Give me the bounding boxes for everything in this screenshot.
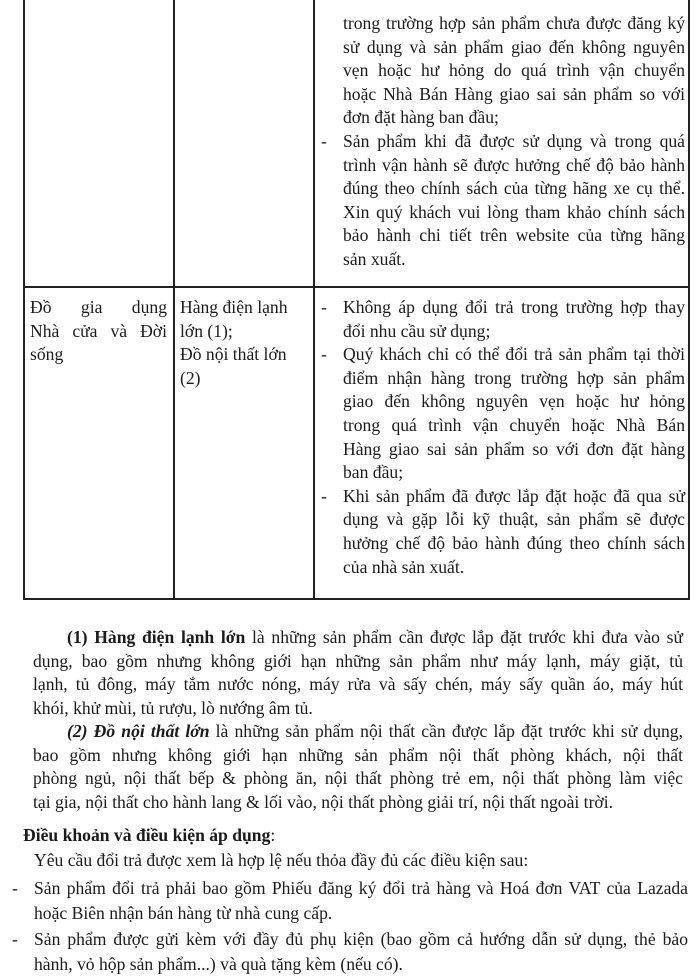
conditions-intro: Yêu cầu đổi trả được xem là hợp lệ nếu thỏa đầy đủ các điều kiện sau: [34, 850, 528, 871]
return-policy-cell [321, 296, 685, 579]
section-heading [23, 825, 275, 846]
bullet-dash: - [321, 296, 327, 320]
text-line: Quý khách chỉ có thể đổi trả sản phẩm tại thời [343, 343, 685, 367]
text-line: điểm nhận hàng trong trường hợp sản phẩm [343, 367, 685, 391]
heading-text: Điều khoản và điều kiện áp dụng [23, 825, 270, 845]
previous-row-continued-text [321, 12, 685, 130]
text-line: khói, khử mùi, tủ rượu, lò nướng âm tủ. [33, 697, 683, 721]
bullet-dash: - [321, 130, 327, 154]
table-column-divider-2 [313, 0, 315, 600]
category-cell [30, 296, 167, 367]
text-line: dụng, bao gồm nhưng không giới hạn những sản phẩm như máy lạnh, máy giặt, tủ [33, 650, 683, 674]
text-line: Đồ gia dụng [30, 296, 167, 320]
bullet-dash: - [321, 343, 327, 367]
text-line: tại gia, nội thất cho hành lang & lối vào, nội thất phòng giải trí, nội thất ngoài trời. [33, 791, 683, 815]
text-line: trong quá trình vận chuyển hoặc Nhà Bán [343, 414, 685, 438]
text-line: phòng ngủ, nội thất bếp & phòng ăn, nội thất phòng trẻ em, nội thất phòng làm việc [33, 767, 683, 791]
footnote-label: (1) Hàng điện lạnh lớn [67, 627, 245, 647]
text-line: trình vận hành sẽ được hưởng chế độ bảo hành [343, 154, 685, 178]
text-line: sản xuất. [343, 248, 685, 272]
text-line [67, 720, 683, 744]
text-line: hành, vỏ hộp sản phẩm...) và quà tặng kèm (nếu có). [34, 952, 688, 976]
text-line: hoặc Biên nhận bán hàng từ nhà cung cấp. [34, 901, 688, 926]
text-line: của nhà sản xuất. [343, 556, 685, 580]
no-change-of-mind-bullet [321, 296, 685, 343]
footnote-large-furniture [67, 720, 683, 814]
text-line: Không áp dụng đổi trả trong trường hợp thay [343, 296, 685, 320]
text-line: đổi nhu cầu sử dụng; [343, 320, 685, 344]
heading-colon: : [270, 825, 275, 845]
bullet-dash: - [12, 876, 18, 901]
table-border-left [23, 0, 25, 600]
text-line: lạnh, tủ đông, máy tắm nước nóng, máy rửa và sấy chén, máy sấy quần áo, máy hút [33, 673, 683, 697]
text-line: (2) [180, 367, 308, 391]
text-run: là những sản phẩm nội thất cần được lắp đặt trước khi sử dụng, [210, 721, 683, 741]
text-line: ban đầu; [343, 461, 685, 485]
table-border-right [688, 0, 690, 600]
delivery-check-bullet [321, 343, 685, 485]
bullet-dash: - [321, 485, 327, 509]
text-line: Khi sản phẩm đã được lắp đặt hoặc đã qua sử [343, 485, 685, 509]
footnote-large-appliances [67, 626, 683, 720]
text-line: Sản phẩm đổi trả phải bao gồm Phiếu đăng ký đổi trả hàng và Hoá đơn VAT của Lazada [34, 876, 688, 901]
bullet-dash: - [12, 927, 18, 952]
text-line: Xin quý khách vui lòng tham khảo chính sách [343, 201, 685, 225]
text-line: bao gồm nhưng không giới hạn những sản phẩm nội thất phòng khách, nội thất [33, 744, 683, 768]
text-line: Hàng điện lạnh [180, 296, 308, 320]
text-line: hưởng chế độ bảo hành đúng theo chính sách [343, 532, 685, 556]
condition-item [12, 927, 688, 976]
product-type-cell [180, 296, 308, 390]
text-line: Hàng giao sai sản phẩm so với đơn đặt hàng [343, 438, 685, 462]
table-border-bottom [23, 598, 690, 600]
installed-warranty-bullet [321, 485, 685, 579]
text-line: lớn (1); [180, 320, 308, 344]
text-line [67, 626, 683, 650]
footnote-label: (2) Đồ nội thất lớn [67, 721, 210, 741]
text-line: sống [30, 343, 167, 367]
table-row-divider [23, 286, 690, 288]
text-line: Nhà cửa và Đời [30, 320, 167, 344]
text-line: sử dụng và sản phẩm giao đến không nguyên [343, 36, 685, 60]
text-line: trong trường hợp sản phẩm chưa được đăng ký [343, 12, 685, 36]
text-line: dụng và gặp lỗi kỹ thuật, sản phẩm sẽ được [343, 508, 685, 532]
text-line: Sản phẩm được gửi kèm với đầy đủ phụ kiện (bao gồm cả hướng dẫn sử dụng, thẻ bảo [34, 927, 688, 952]
text-line: đúng theo chính sách của từng hãng xe cụ thể. [343, 177, 685, 201]
text-line: Đồ nội thất lớn [180, 343, 308, 367]
warranty-bullet [321, 130, 685, 272]
text-line: hoặc Nhà Bán Hàng giao sai sản phẩm so với [343, 83, 685, 107]
text-line: đơn đặt hàng ban đầu; [343, 106, 685, 130]
text-run: là những sản phẩm cần được lắp đặt trước khi đưa vào sử [245, 627, 683, 647]
text-line: vẹn hoặc hư hỏng do quá trình vận chuyển [343, 59, 685, 83]
text-line: giao đến không nguyên vẹn hoặc hư hỏng [343, 390, 685, 414]
text-line: bảo hành chi tiết trên website của từng hãng [343, 224, 685, 248]
previous-row-policy-cell [321, 12, 685, 272]
table-column-divider-1 [173, 0, 175, 600]
text-line: Sản phẩm khi đã được sử dụng và trong quá [343, 130, 685, 154]
condition-item [12, 876, 688, 925]
